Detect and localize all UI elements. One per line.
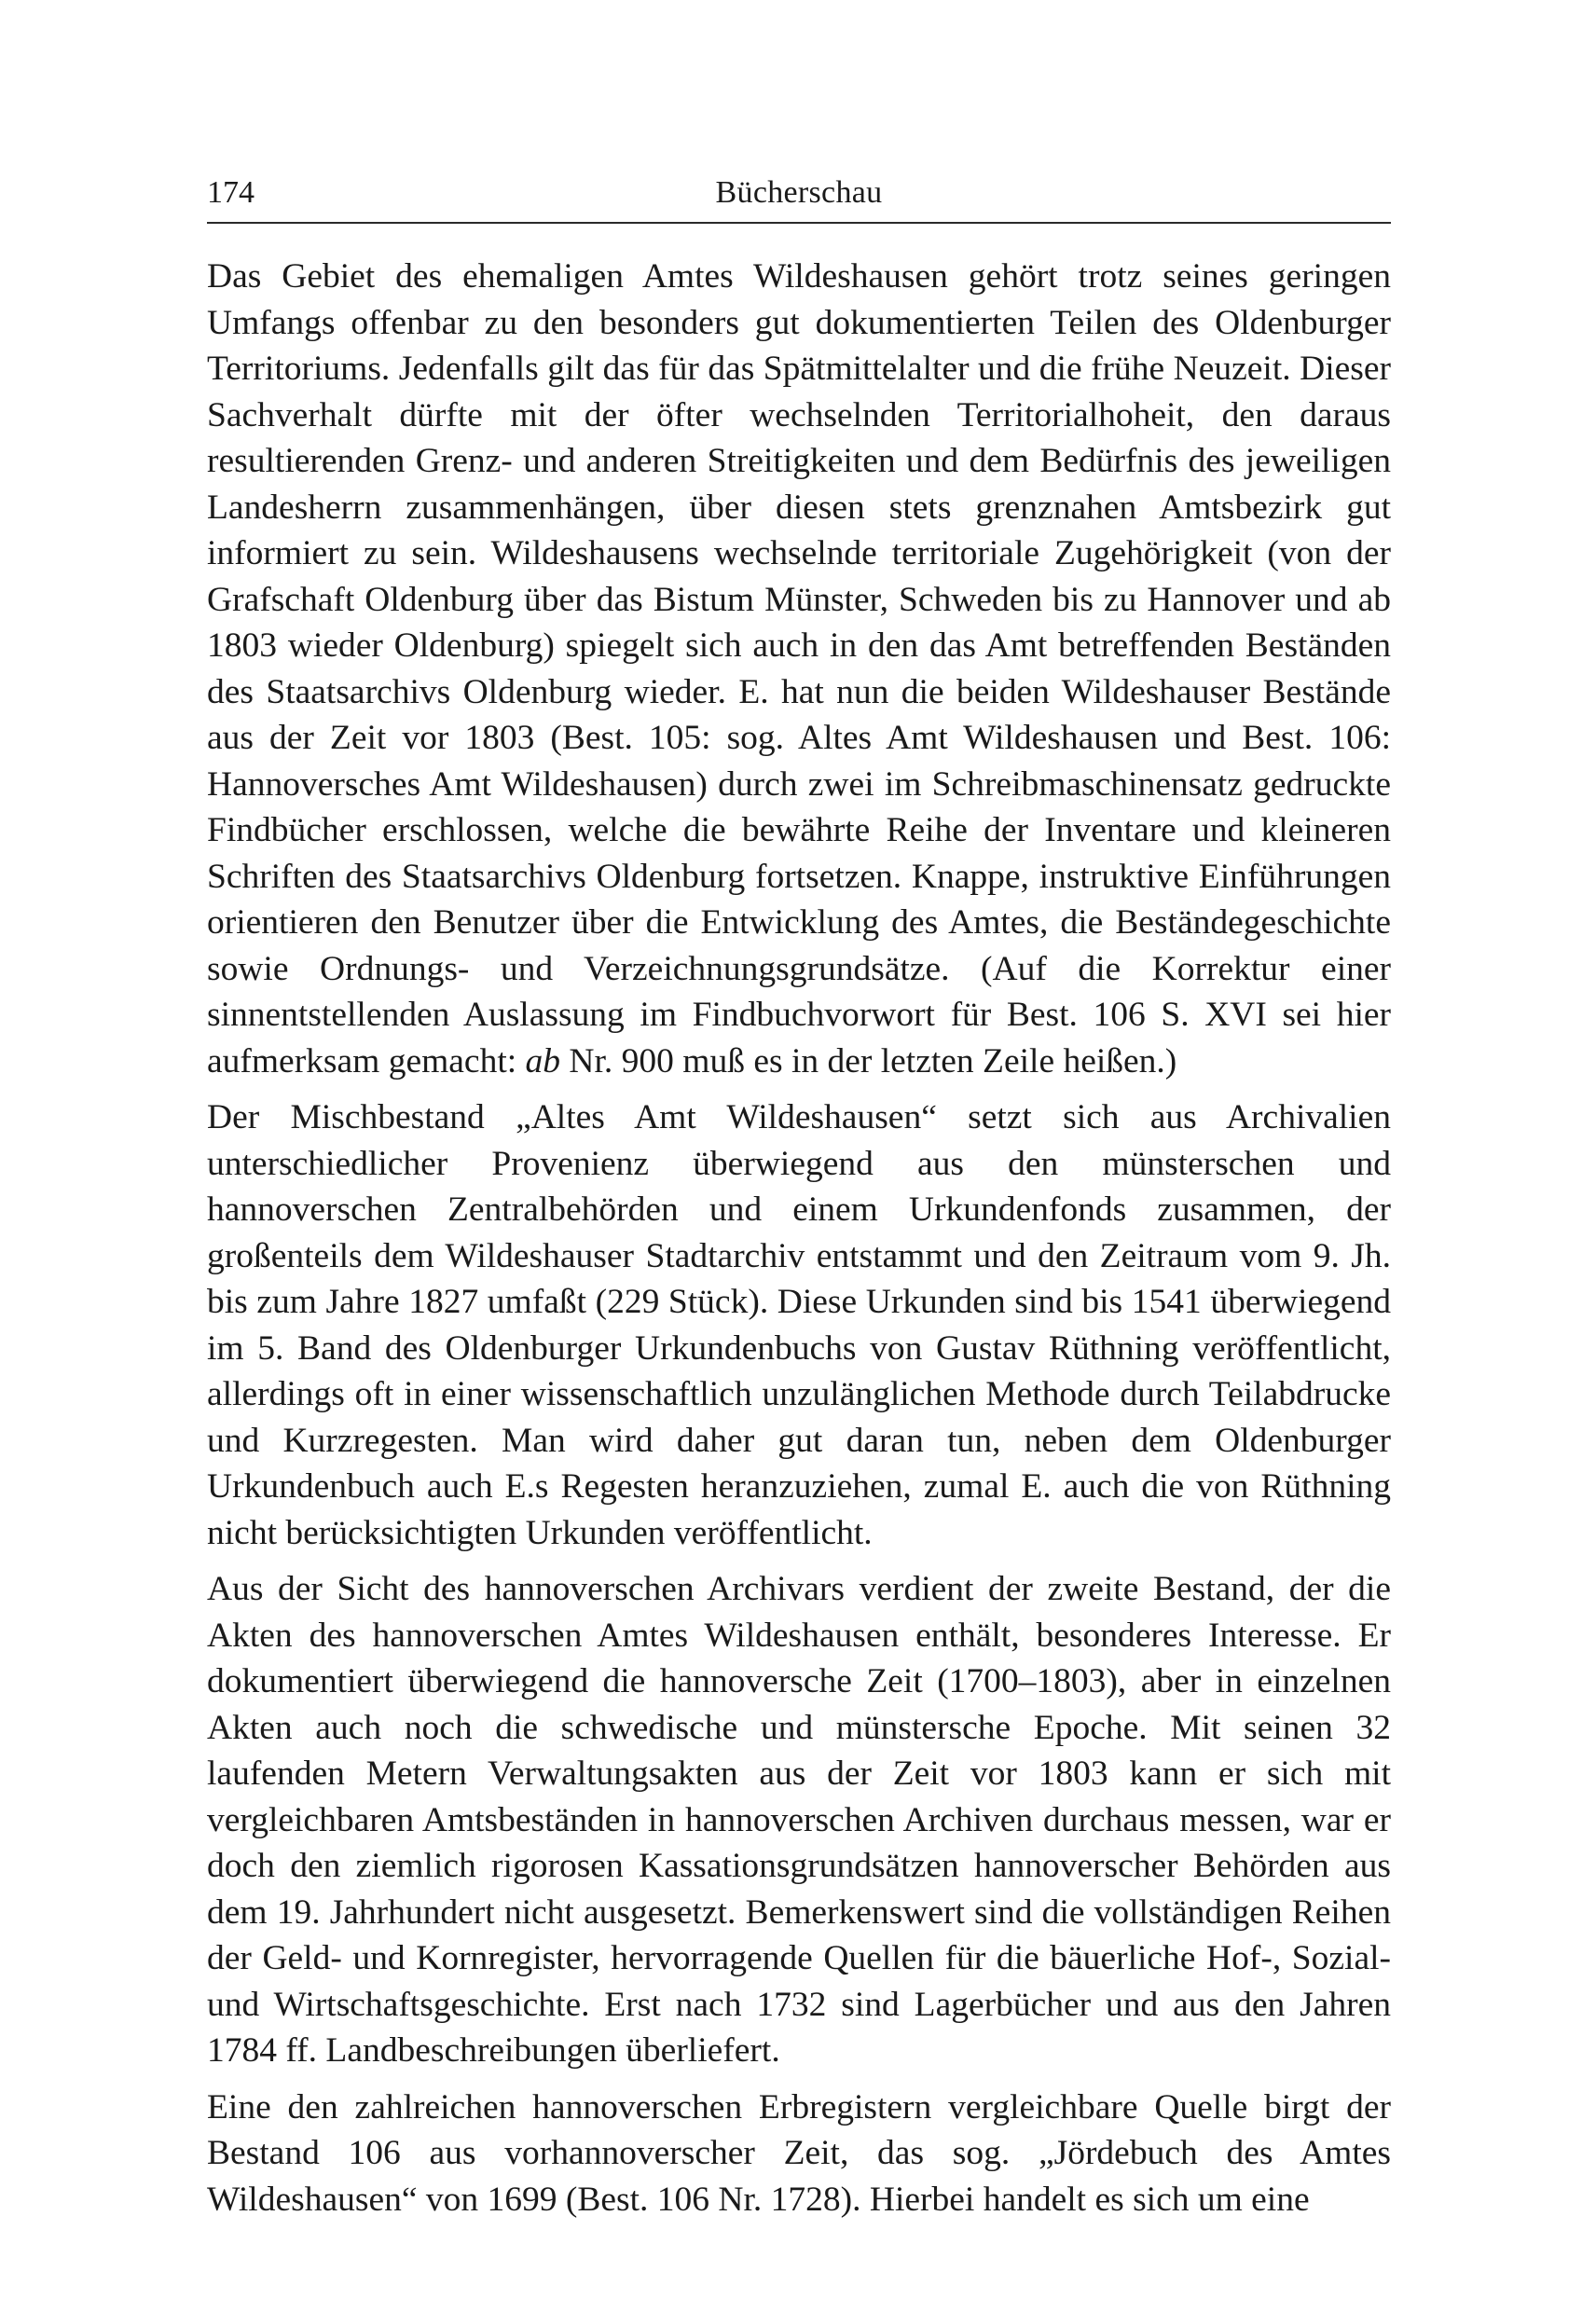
paragraph-4: Eine den zahlreichen hannoverschen Erbregistern vergleichbare Quelle birgt der Bestand 106 aus vorhannoverscher Zeit, das sog. „Jördebuch des Amtes Wildeshausen“ von 1699 (Best. 106 Nr. 1728). Hierbei handelt es sich um eine bbox=[207, 2087, 1391, 2219]
paragraph-1-text-after: Nr. 900 muß es in der letzten Zeile heißen.) bbox=[569, 1041, 1177, 1080]
body-text bbox=[207, 254, 1391, 2233]
paragraph-1-text: Das Gebiet des ehemaligen Amtes Wildeshausen gehört trotz seines geringen Umfangs offenbar zu den besonders gut dokumentierten Teilen des Oldenburger Territoriums. Jedenfalls gilt das für das Spätmittelalter und die frühe Neuzeit. Dieser Sachverhalt dürfte mit der öfter wechselnden Territorialhoheit, den daraus resultierenden Grenz- und anderen Streitigkeiten und dem Bedürfnis des jeweiligen Landesherrn zusammenhängen, über diesen stets grenznahen Amtsbezirk gut informiert zu sein. Wildeshausens wechselnde territoriale Zugehörigkeit (von der Grafschaft Oldenburg über das Bistum Münster, Schweden bis zu Hannover und ab 1803 wieder Oldenburg) spiegelt sich auch in den das Amt betreffenden Beständen des Staatsarchivs Oldenburg wieder. E. hat nun die beiden Wildeshauser Bestände aus der Zeit vor 1803 (Best. 105: sog. Altes Amt Wildeshausen und Best. 106: Hannoversches Amt Wildeshausen) durch zwei im Schreibmaschinensatz gedruckte Findbücher erschlossen, welche die bewährte Reihe der Inventare und kleineren Schriften des Staatsarchivs Oldenburg fortsetzen. Knappe, instruktive Einführungen orientieren den Benutzer über die Entwicklung des Amtes, die Beständegeschichte sowie Ordnungs- und Verzeichnungsgrundsätze. (Auf die Korrektur einer sinnentstellenden Auslassung im Findbuchvorwort für Best. 106 S. XVI sei hier aufmerksam gemacht: bbox=[207, 257, 1391, 1080]
running-title: Bücherschau bbox=[715, 175, 883, 210]
header-rule bbox=[207, 222, 1391, 224]
running-head bbox=[207, 170, 1391, 216]
paragraph-1 bbox=[207, 254, 1391, 1084]
page-number: 174 bbox=[207, 175, 255, 210]
paragraph-2: Der Mischbestand „Altes Amt Wildeshausen“ setzt sich aus Archivalien unterschiedlicher Provenienz überwiegend aus den münsterschen und hannoverschen Zentralbehörden und einem Urkundenfonds zusammen, der großenteils dem Wildeshauser Stadtarchiv entstammt und den Zeitraum vom 9. Jh. bis zum Jahre 1827 umfaßt (229 Stück). Diese Urkunden sind bis 1541 überwiegend im 5. Band des Oldenburger Urkundenbuchs von Gustav Rüthning veröffentlicht, allerdings oft in einer wissenschaftlich unzulänglichen Methode durch Teilabdrucke und Kurzregesten. Man wird daher gut daran tun, neben dem Oldenburger Urkundenbuch auch E.s Regesten heranzuziehen, zumal E. auch die von Rüthning nicht berücksichtigten Urkunden veröffentlicht. bbox=[207, 1098, 1391, 1552]
paragraph-3: Aus der Sicht des hannoverschen Archivars verdient der zweite Bestand, der die Akten des hannoverschen Amtes Wildeshausen enthält, besonderes Interesse. Er dokumentiert überwiegend die hannoversche Zeit (1700–1803), aber in einzelnen Akten auch noch die schwedische und münstersche Epoche. Mit seinen 32 laufenden Metern Verwaltungsakten aus der Zeit vor 1803 kann er sich mit vergleichbaren Amtsbeständen in hannoverschen Archiven durchaus messen, war er doch den ziemlich rigorosen Kassationsgrundsätzen hannoverscher Behörden aus dem 19. Jahrhundert nicht ausgesetzt. Bemerkenswert sind die vollständigen Reihen der Geld- und Kornregister, hervorragende Quellen für die bäuerliche Hof-, Sozial- und Wirtschaftsgeschichte. Erst nach 1732 sind Lagerbücher und aus den Jahren 1784 ff. Landbeschreibungen überliefert. bbox=[207, 1570, 1391, 2070]
paragraph-1-emphasis: ab bbox=[525, 1041, 561, 1080]
